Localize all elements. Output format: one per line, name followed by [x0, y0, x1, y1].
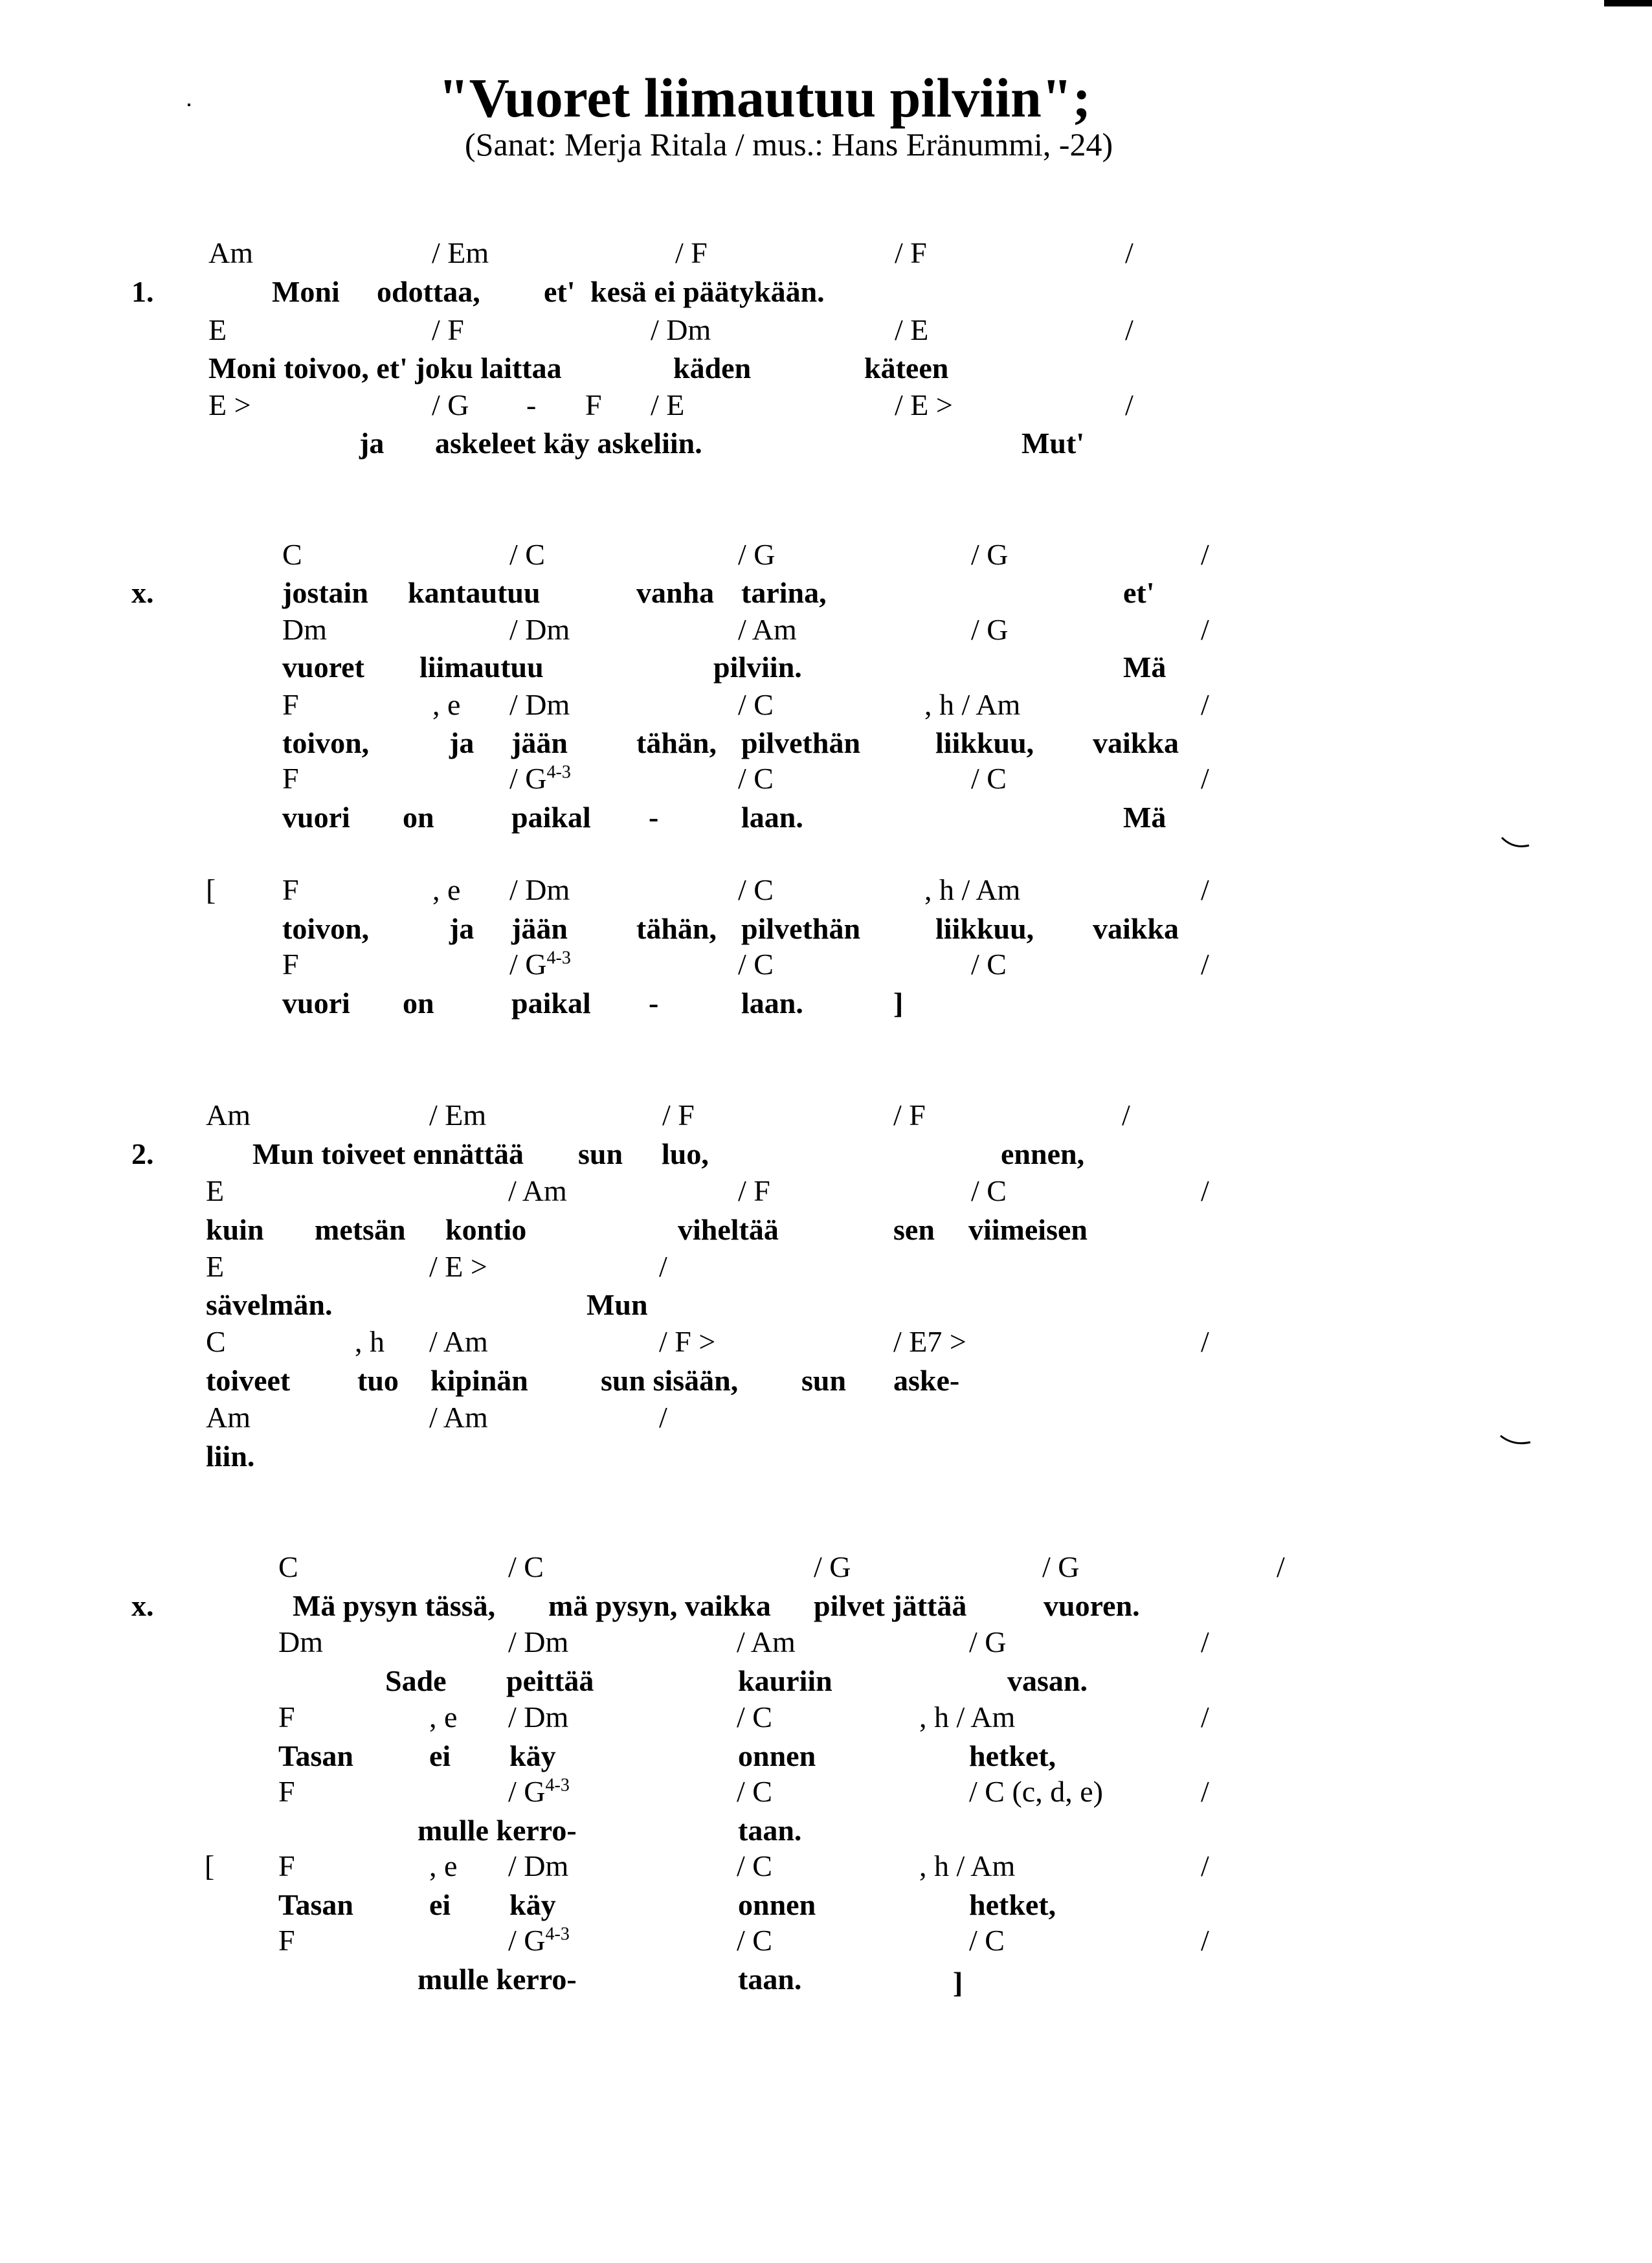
chord: / Am — [738, 613, 797, 646]
bar-line: / — [1277, 1550, 1285, 1583]
lyric: ei — [429, 1888, 451, 1921]
chord: / Dm — [509, 613, 570, 646]
chord: , h — [355, 1325, 385, 1358]
chord: / F — [432, 313, 464, 346]
chord: Dm — [278, 1625, 323, 1658]
chord: / Em — [429, 1098, 487, 1132]
chord: / Dm — [508, 1625, 569, 1658]
bar-line: / — [1201, 688, 1209, 721]
lyric: liin. — [206, 1440, 255, 1473]
bar-line: / — [659, 1250, 667, 1283]
bar-line: / — [1201, 1924, 1209, 1957]
chord: / G — [432, 388, 469, 421]
lyric: - — [649, 987, 659, 1020]
lyric: kesä ei päätykään. — [590, 275, 825, 308]
chord: / Dm — [509, 873, 570, 906]
chord: / Dm — [509, 688, 570, 721]
chord: / Am — [508, 1174, 567, 1207]
lyric: liikkuu, — [935, 912, 1034, 945]
chord: , h / Am — [919, 1849, 1016, 1882]
bar-line: / — [1201, 1700, 1209, 1733]
lyric: laan. — [741, 987, 803, 1020]
lyric: luo, — [662, 1137, 709, 1170]
chord: / C — [971, 948, 1007, 981]
chord: F — [278, 1924, 295, 1957]
chord-suspension: 4-3 — [545, 1775, 570, 1796]
chord: F — [282, 873, 299, 906]
bar-line: / — [1201, 1174, 1209, 1207]
chord: , e — [432, 873, 461, 906]
lyric: toiveet — [206, 1364, 291, 1397]
scan-artifact-curve — [1499, 1433, 1532, 1447]
chord: / Am — [737, 1625, 796, 1658]
lyric: vuoret — [282, 651, 364, 684]
lyric: vanha — [636, 576, 715, 609]
bar-line: / — [1201, 762, 1209, 795]
chord: / G — [1042, 1550, 1080, 1583]
chord: / C (c, d, e) — [969, 1775, 1103, 1808]
chord: / G — [969, 1625, 1007, 1658]
bar-line: / — [1125, 313, 1133, 346]
chord: , h / Am — [924, 688, 1021, 721]
lyric: et' — [544, 275, 575, 308]
verse-number: 1. — [131, 275, 154, 308]
chord: / E — [651, 388, 685, 421]
lyric: käy — [509, 1888, 556, 1921]
chord: C — [282, 538, 302, 571]
lyric: Tasan — [278, 1888, 353, 1921]
chord: / Dm — [508, 1849, 569, 1882]
chord: / C — [509, 538, 545, 571]
lyric: Moni — [272, 275, 340, 308]
lyric: ja — [359, 427, 385, 460]
lyric: hetket, — [969, 1739, 1056, 1772]
bar-line: / — [659, 1401, 667, 1434]
chord: / Dm — [508, 1700, 569, 1733]
chord: C — [206, 1325, 226, 1358]
lyric: peittää — [506, 1664, 594, 1697]
repeat-open-bracket: [ — [205, 1849, 215, 1882]
chord: C — [278, 1550, 298, 1583]
chord: , e — [432, 688, 461, 721]
chord: / G — [814, 1550, 851, 1583]
lyric: viheltää — [678, 1213, 779, 1246]
chord: / E7 > — [893, 1325, 966, 1358]
lyric: kauriin — [738, 1664, 832, 1697]
repeat-open-bracket: [ — [206, 873, 216, 906]
chord: / C — [737, 1849, 772, 1882]
lyric: sun — [578, 1137, 623, 1170]
chord: / E > — [429, 1250, 487, 1283]
chord: / C — [738, 873, 774, 906]
lyric: ja — [449, 912, 474, 945]
chord: / E > — [895, 388, 953, 421]
bar-line: / — [1201, 1775, 1209, 1808]
chord: Am — [206, 1098, 251, 1132]
lyric: vuori — [282, 801, 350, 834]
lyric: vuori — [282, 987, 350, 1020]
lyric: viimeisen — [968, 1213, 1088, 1246]
lyric: Mä — [1123, 651, 1166, 684]
chord: Am — [206, 1401, 251, 1434]
lyric: vaikka — [1093, 912, 1179, 945]
chord: F — [282, 688, 299, 721]
lyric: kuin — [206, 1213, 264, 1246]
bar-line: / — [1201, 1849, 1209, 1882]
lyric: metsän — [315, 1213, 406, 1246]
lyric: odottaa, — [377, 275, 480, 308]
chord: / C — [738, 762, 774, 795]
lyric: pilviin. — [713, 651, 802, 684]
chord-suspension: 4-3 — [545, 1924, 570, 1945]
lyric: kipinän — [430, 1364, 528, 1397]
bar-line: / — [1201, 1625, 1209, 1658]
verse-number: 2. — [131, 1137, 154, 1170]
chord: / C — [737, 1924, 772, 1957]
lyric: vasan. — [1007, 1664, 1088, 1697]
lyric: askeleet käy askeliin. — [435, 427, 702, 460]
lyric: kantautuu — [408, 576, 541, 609]
chord: F — [282, 948, 299, 981]
chord: F — [282, 762, 299, 795]
lyric: hetket, — [969, 1888, 1056, 1921]
bar-line: / — [1122, 1098, 1130, 1132]
chord: - — [526, 388, 537, 421]
lyric: käden — [673, 351, 752, 385]
lyric: Sade — [385, 1664, 447, 1697]
chord: / E — [895, 313, 929, 346]
lyric: Mä — [1123, 801, 1166, 834]
lyric: toivon, — [282, 726, 370, 759]
chord: , e — [429, 1849, 458, 1882]
chord-suspension: 4-3 — [546, 948, 571, 968]
chord: / C — [737, 1775, 772, 1808]
lyric: paikal — [511, 801, 591, 834]
repeat-close-bracket: ] — [893, 987, 904, 1020]
lyric: laan. — [741, 801, 803, 834]
lyric: Mä pysyn tässä, — [293, 1589, 496, 1622]
chord: , h / Am — [919, 1700, 1016, 1733]
chord: E > — [208, 388, 251, 421]
bar-line: / — [1201, 948, 1209, 981]
lyric: kontio — [445, 1213, 527, 1246]
lyric: käy — [509, 1739, 556, 1772]
chord: / Dm — [651, 313, 711, 346]
lyric: liimautuu — [419, 651, 544, 684]
chord: , h / Am — [924, 873, 1021, 906]
lyric: liikkuu, — [935, 726, 1034, 759]
chord-with-suspension — [509, 950, 571, 979]
scan-edge-mark — [1604, 0, 1652, 6]
chord: F — [585, 388, 602, 421]
lyric: sun — [801, 1364, 847, 1397]
chord: / C — [737, 1700, 772, 1733]
bar-line: / — [1125, 236, 1133, 269]
chord: E — [206, 1250, 225, 1283]
chord: E — [208, 313, 227, 346]
repeat-close-bracket: ] — [953, 1966, 963, 1999]
lyric: Mun toiveet ennättää — [252, 1137, 524, 1170]
chord: Am — [208, 236, 253, 269]
lyric: vaikka — [1093, 726, 1179, 759]
lyric: jostain — [282, 576, 368, 609]
chorus-number: x. — [131, 1589, 154, 1622]
scan-artifact-curve — [1501, 835, 1530, 851]
lyric: et' — [1123, 576, 1155, 609]
chord: F — [278, 1700, 295, 1733]
chord-root: / G — [509, 948, 547, 981]
chord: / Am — [429, 1325, 488, 1358]
chord: , e — [429, 1700, 458, 1733]
chord: / F — [662, 1098, 695, 1132]
lyric: jään — [511, 726, 568, 759]
lyric: onnen — [738, 1888, 816, 1921]
chorus-number: x. — [131, 576, 154, 609]
chord: / F — [675, 236, 708, 269]
chord-root: / G — [508, 1924, 546, 1957]
lyric: vuoren. — [1044, 1589, 1140, 1622]
chord: / G — [971, 538, 1009, 571]
lyric: taan. — [738, 1963, 802, 1996]
lyric: käteen — [864, 351, 949, 385]
chord: / C — [971, 1174, 1007, 1207]
lyric: ei — [429, 1739, 451, 1772]
lyric: mulle kerro- — [418, 1963, 577, 1996]
chord: / G — [971, 613, 1009, 646]
lyric: sen — [893, 1213, 935, 1246]
lyric: Tasan — [278, 1739, 353, 1772]
bar-line: / — [1201, 1325, 1209, 1358]
lyric: tuo — [357, 1364, 399, 1397]
lyric: pilvethän — [741, 726, 861, 759]
chord: / F — [893, 1098, 926, 1132]
chord-root: / G — [508, 1775, 546, 1808]
bar-line: / — [1201, 538, 1209, 571]
lyric: Moni toivoo, et' joku laittaa — [208, 351, 562, 385]
chord: / C — [969, 1924, 1005, 1957]
bar-line: / — [1125, 388, 1133, 421]
lyric: mulle kerro- — [418, 1814, 577, 1847]
lyric: taan. — [738, 1814, 802, 1847]
chord: E — [206, 1174, 225, 1207]
lyric: sävelmän. — [206, 1288, 333, 1321]
lyric: on — [403, 987, 434, 1020]
chord: Dm — [282, 613, 327, 646]
lyric: - — [649, 801, 659, 834]
lyric: sun sisään, — [601, 1364, 739, 1397]
lyric: jään — [511, 912, 568, 945]
chord: F — [278, 1849, 295, 1882]
scan-dot — [188, 104, 190, 106]
lyric: pilvet jättää — [814, 1589, 967, 1622]
song-title: "Vuoret liimautuu pilviin"; — [438, 67, 1091, 129]
chord: / C — [738, 948, 774, 981]
lyric: tähän, — [636, 912, 717, 945]
lyric: tarina, — [741, 576, 827, 609]
lyric: paikal — [511, 987, 591, 1020]
chord-suspension: 4-3 — [546, 762, 571, 783]
chord-with-suspension — [508, 1777, 570, 1807]
chord: / C — [971, 762, 1007, 795]
lyric: toivon, — [282, 912, 370, 945]
chord: / F — [738, 1174, 770, 1207]
bar-line: / — [1201, 613, 1209, 646]
chord: F — [278, 1775, 295, 1808]
lyric: ja — [449, 726, 474, 759]
chord-with-suspension — [509, 764, 571, 794]
chord: / C — [738, 688, 774, 721]
chord-root: / G — [509, 762, 547, 795]
lyric: tähän, — [636, 726, 717, 759]
chord: / F > — [659, 1325, 716, 1358]
song-credits: (Sanat: Merja Ritala / mus.: Hans Eränummi, -24) — [465, 126, 1113, 162]
lyric: mä pysyn, vaikka — [548, 1589, 771, 1622]
bar-line: / — [1201, 873, 1209, 906]
chord: / C — [508, 1550, 544, 1583]
lyric: onnen — [738, 1739, 816, 1772]
lyric: Mun — [586, 1288, 648, 1321]
chord: / Em — [432, 236, 489, 269]
chord: / Am — [429, 1401, 488, 1434]
chord-with-suspension — [508, 1926, 570, 1956]
lyric: aske- — [893, 1364, 960, 1397]
chord: / F — [895, 236, 927, 269]
lyric: on — [403, 801, 434, 834]
chord: / G — [738, 538, 776, 571]
lyric: ennen, — [1001, 1137, 1085, 1170]
lyric: pilvethän — [741, 912, 861, 945]
lyric: Mut' — [1021, 427, 1085, 460]
